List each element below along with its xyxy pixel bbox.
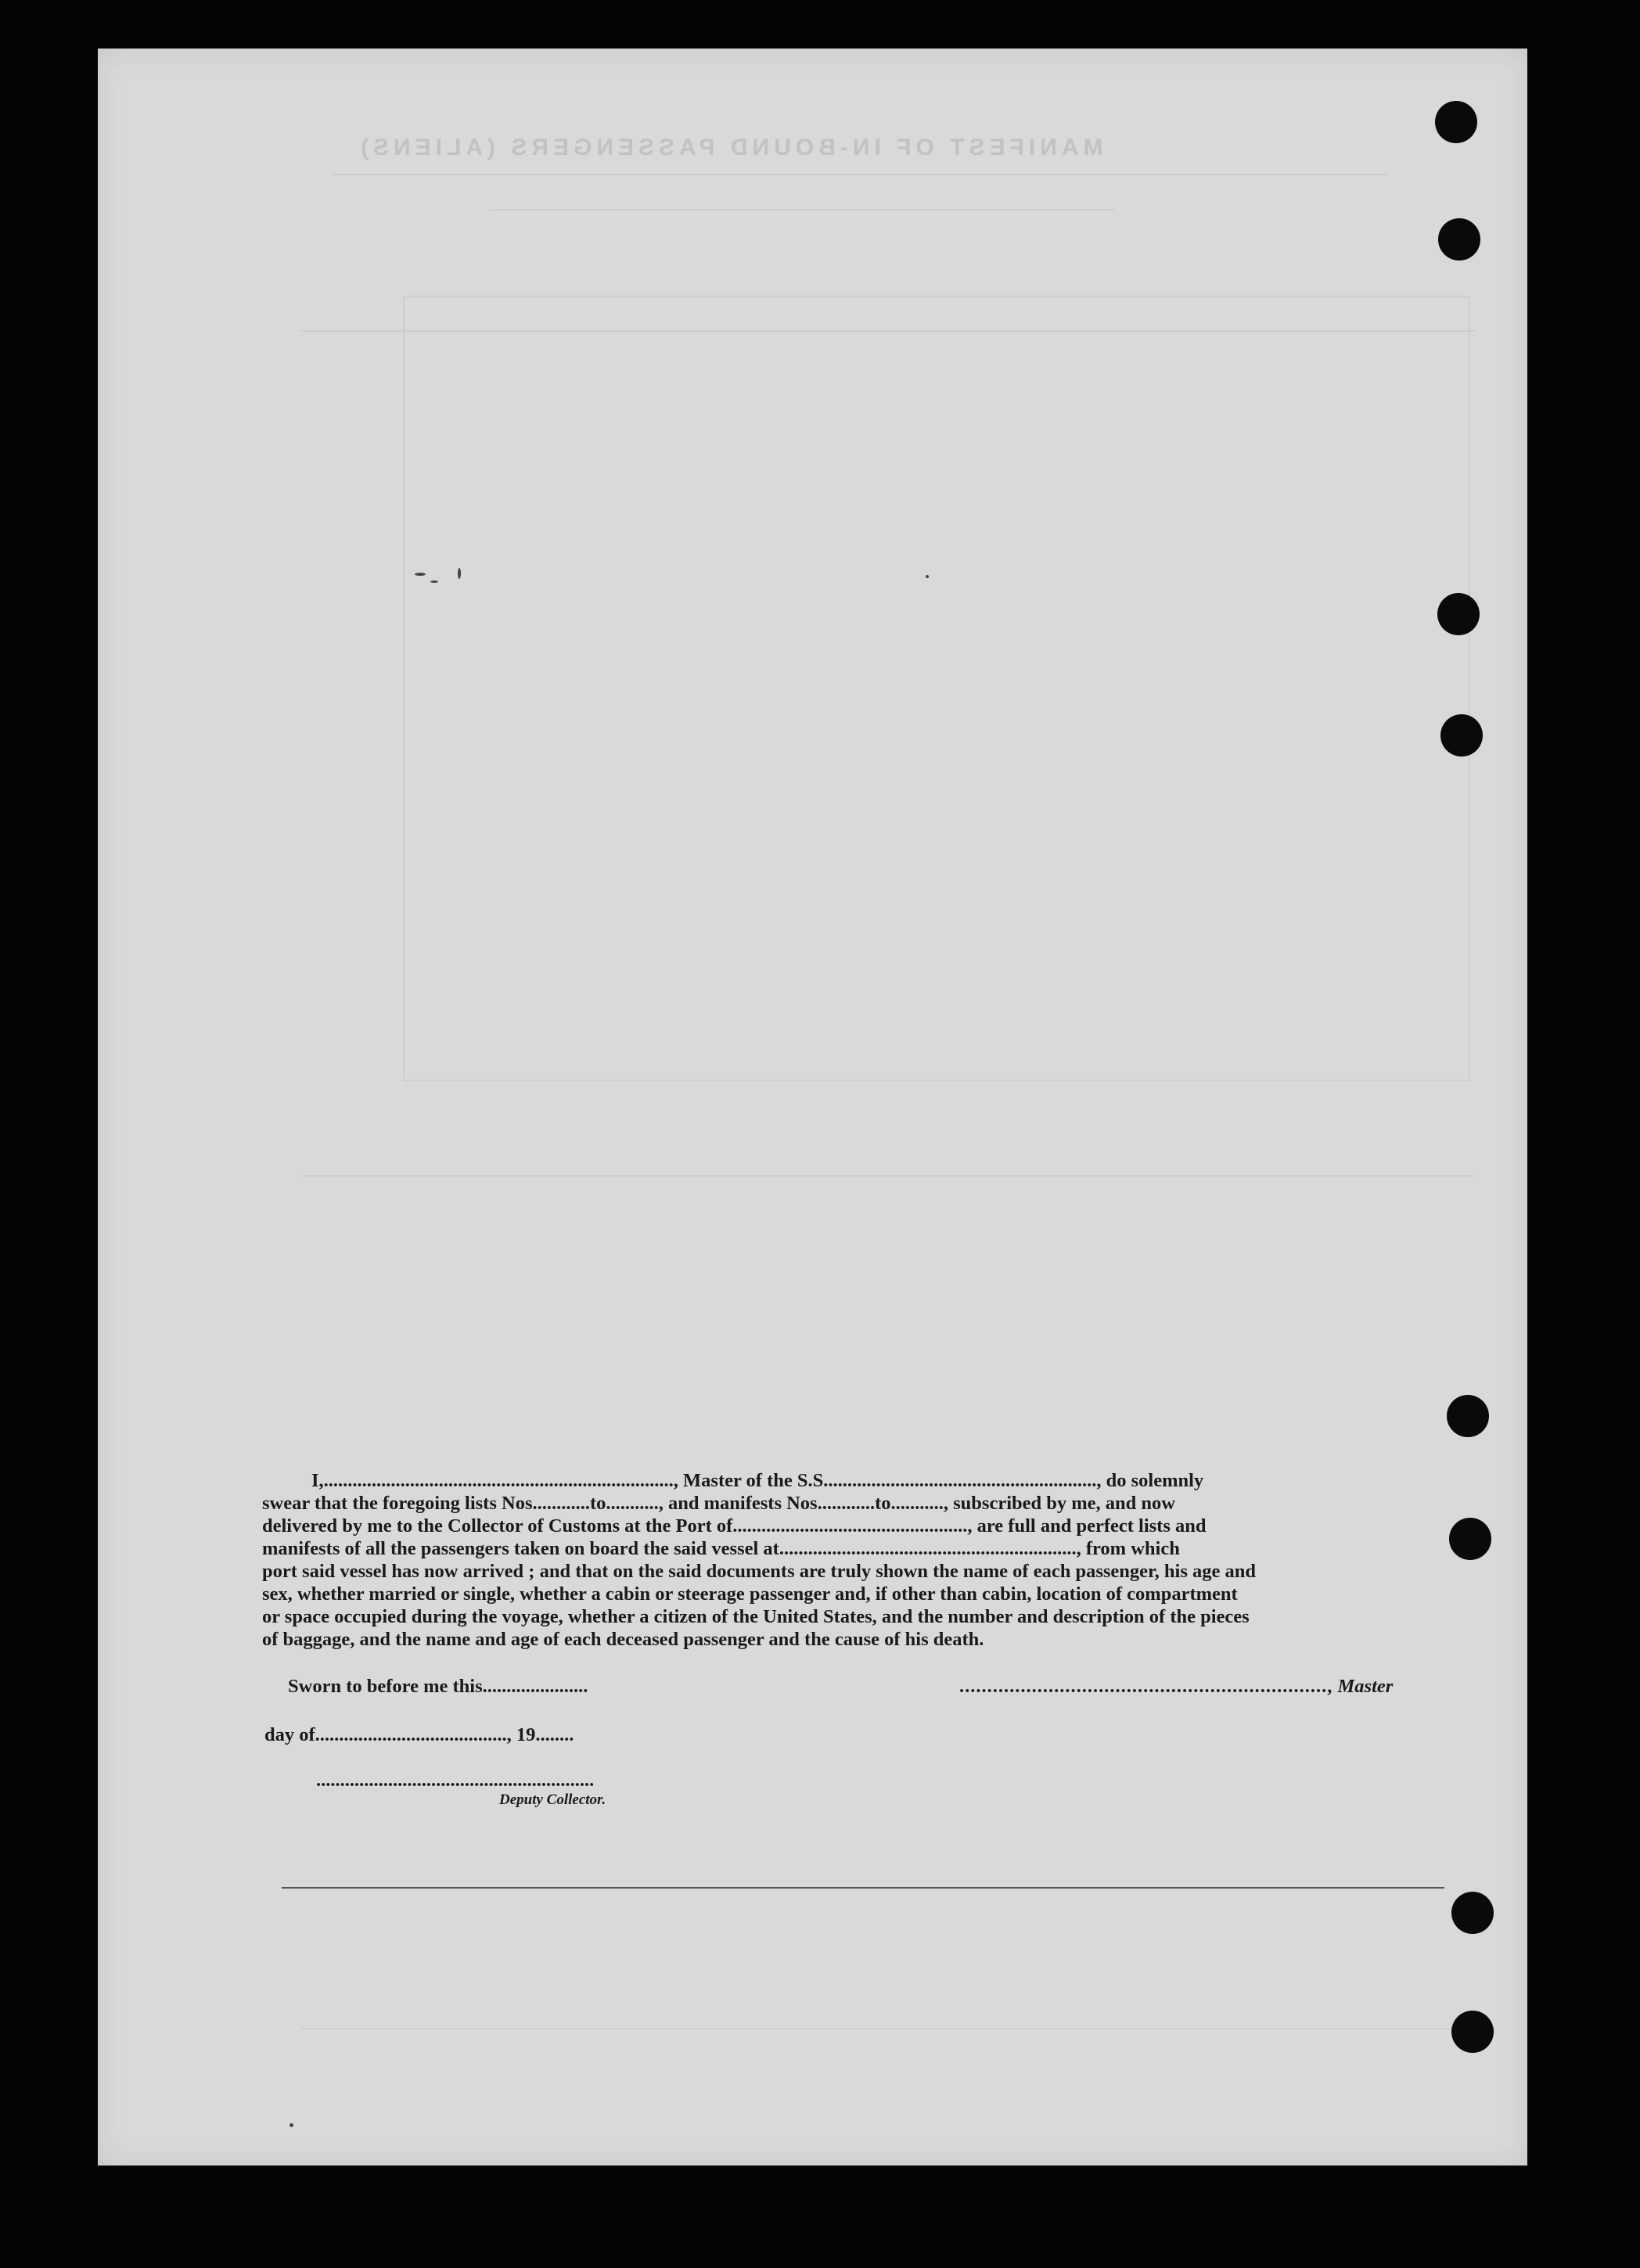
bottom-rule <box>282 1887 1444 1889</box>
ghost-rule <box>301 2028 1475 2029</box>
ghost-rule <box>301 1175 1475 1177</box>
ghost-header-text: MANIFEST OF IN-BOUND PASSENGERS (ALIENS) <box>356 135 1103 160</box>
scan-speck <box>926 575 929 578</box>
sworn-statement: Sworn to before me this...................... <box>288 1676 588 1697</box>
scan-speck <box>415 573 426 576</box>
document-page <box>98 49 1527 2166</box>
scan-speck <box>458 568 461 579</box>
punch-hole <box>1449 1518 1491 1560</box>
scan-speck <box>290 2123 293 2127</box>
oath-line: swear that the foregoing lists Nos............to..........., and manifests Nos............to..........., subscribed by me, and now <box>262 1493 1175 1514</box>
deputy-signature-dots: .......................................................... <box>316 1770 595 1791</box>
punch-hole <box>1451 2011 1494 2053</box>
master-oath-paragraph <box>262 1469 1438 1651</box>
punch-hole <box>1438 218 1480 261</box>
ghost-rule <box>489 209 1115 210</box>
oath-line: delivered by me to the Collector of Customs at the Port of................................................., are full and perfect lists and <box>262 1515 1207 1537</box>
oath-line: port said vessel has now arrived ; and that on the said documents are truly shown the name of each passenger, his age and <box>262 1561 1257 1582</box>
punch-hole <box>1437 593 1480 635</box>
punch-hole <box>1447 1395 1489 1437</box>
master-label: Master <box>1337 1676 1394 1697</box>
oath-line: or space occupied during the voyage, whether a citizen of the United States, and the number and description of the pieces <box>262 1606 1250 1627</box>
oath-line: of baggage, and the name and age of each deceased passenger and the cause of his death. <box>262 1629 984 1650</box>
ghost-table-outline <box>403 296 1470 1081</box>
punch-hole <box>1451 1892 1494 1934</box>
scan-speck <box>430 580 438 583</box>
punch-hole <box>1435 101 1477 143</box>
deputy-collector-label: Deputy Collector. <box>499 1792 606 1808</box>
master-signature-dots: .................................................................., <box>959 1676 1333 1697</box>
master-signature-line <box>959 1676 1393 1698</box>
oath-line: manifests of all the passengers taken on board the said vessel at.............................................................., from which <box>262 1538 1180 1559</box>
oath-line <box>262 1469 1438 1492</box>
ghost-rule <box>333 174 1389 175</box>
ghost-rule <box>301 330 1475 332</box>
oath-line: sex, whether married or single, whether a cabin or steerage passenger and, if other than cabin, location of compartment <box>262 1583 1238 1605</box>
oath-line-text: I,........................................................................., Master of the S.S........................................................., do solemnly <box>311 1470 1204 1491</box>
punch-hole <box>1440 714 1483 757</box>
day-of-line: day of........................................, 19........ <box>264 1724 574 1745</box>
